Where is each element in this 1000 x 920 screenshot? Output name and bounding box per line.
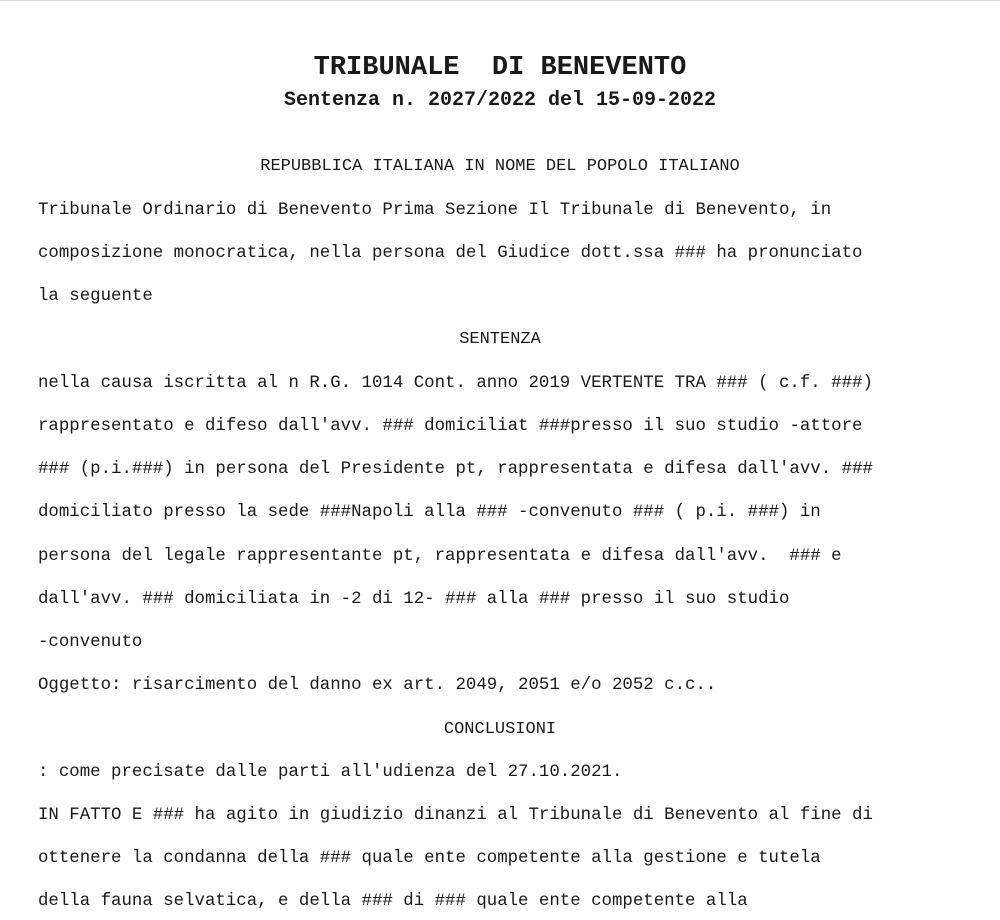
intro-line: la seguente [38, 287, 153, 306]
republic-heading: REPUBBLICA ITALIANA IN NOME DEL POPOLO ITALIANO [260, 157, 740, 176]
parties-line: rappresentato e difeso dall'avv. ### domiciliat ###presso il suo studio -attore [38, 417, 863, 436]
facts-line: : come precisate dalle parti all'udienza del 27.10.2021. [38, 763, 623, 782]
intro-line: composizione monocratica, nella persona del Giudice dott.ssa ### ha pronunciato [38, 244, 863, 263]
subject-line: Oggetto: risarcimento del danno ex art. 2049, 2051 e/o 2052 c.c.. [38, 676, 717, 695]
conclusioni-heading: CONCLUSIONI [443, 720, 557, 739]
parties-line: nella causa iscritta al n R.G. 1014 Cont. anno 2019 VERTENTE TRA ### ( c.f. ###) [38, 374, 873, 393]
court-title: TRIBUNALE DI BENEVENTO [313, 53, 687, 83]
parties-line: dall'avv. ### domiciliata in -2 di 12- ### alla ### presso il suo studio [38, 590, 790, 609]
parties-line: persona del legale rappresentante pt, rappresentata e difesa dall'avv. ### e [38, 547, 842, 566]
facts-line: ottenere la condanna della ### quale ente competente alla gestione e tutela [38, 849, 821, 868]
intro-line: Tribunale Ordinario di Benevento Prima Sezione Il Tribunale di Benevento, in [38, 201, 832, 220]
parties-line: ### (p.i.###) in persona del Presidente pt, rappresentata e difesa dall'avv. ### [38, 460, 873, 479]
facts-line: della fauna selvatica, e della ### di ### quale ente competente alla [38, 892, 748, 911]
parties-line: -convenuto [38, 633, 143, 652]
sentence-reference: Sentenza n. 2027/2022 del 15-09-2022 [283, 89, 717, 112]
facts-line: IN FATTO E ### ha agito in giudizio dinanzi al Tribunale di Benevento al fine di [38, 806, 873, 825]
sentenza-heading: SENTENZA [459, 330, 541, 349]
parties-line: domiciliato presso la sede ###Napoli alla ### -convenuto ### ( p.i. ###) in [38, 503, 821, 522]
